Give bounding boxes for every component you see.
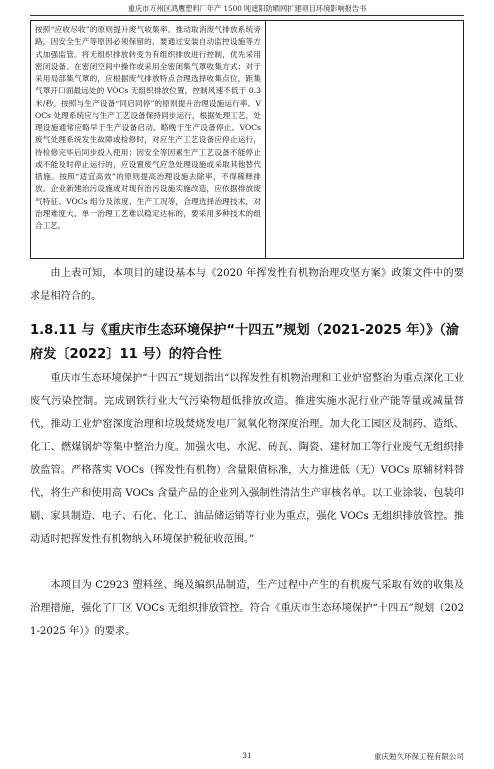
compliance-paragraph: 本项目为 C2923 塑料丝、绳及编织品制造，生产过程中产生的有机废气采取有效的收集及治理措施，强化了厂区 VOCs 无组织排放管控。符合《重庆市生态环境保护“十四五”规划（2021-2025 年）》的要求。 xyxy=(30,580,464,637)
footer-company: 重庆勉久环保工程有限公司 xyxy=(374,752,464,761)
page-header: 重庆市万州区鸿鹰塑料厂年产 1500 吨遮阳防晒网扩建项目环境影响报告书 xyxy=(30,4,464,16)
table-cell-requirement: 按照“应收尽收”的原则提升废气收集率。推动取消废气排放系统旁路，因安全生产等原因必须保留的，要通过安装自动监控设施等方式加强监管。将无组织排放转变为有组织排放进行控制，优先采用密闭设备、在密闭空间中操作或采用全密闭集气罩收集方式；对于采用局部集气罩的，应根据废气排放特点合理选择收集点位，距集气罩开口面最远处的 VOCs 无组织排放位置，控制风速不低于 0.3 米/秒。按照与生产设备“同启同停”的原则提升治理设施运行率。VOCs 处理系统应与生产工艺设备保持同步运行，根据处理工艺，处理设施通常应略早于生产设备启动、略晚于生产设备停止。VOCs 废气处理系统发生故障或检修时，对应生产工艺设备应停止运行，待检修完毕后同步投入使用；因安全等因素生产工艺设备不能停止或不能及时停止运行的，应设置废气应急处理设施或采取其他替代措施。按照“适宜高效”的原则提高治理设施去除率，不得稀释排放。企业新建治污设施或对现有治污设施实施改造，应依据排放废气特征、VOCs 组分及浓度、生产工况等，合理选择治理技术，对治理难度大、单一治理工艺难以稳定达标的，要采用多种技术的组合工艺。 xyxy=(31,21,266,258)
plan-quote-paragraph: 重庆市生态环境保护“十四五”规划指出“以挥发性有机物治理和工业炉窑整治为重点深化工业废气污染控制。完成钢铁行业大气污染物超低排放改造。推进实施水泥行业产能等量或减量替代，推动工业炉窑深度治理和垃圾焚烧发电厂氮氧化物深度治理。加大化工园区及制药、造纸、化工、燃煤锅炉等集中整治力度。加强火电、水泥、砖瓦、陶瓷、建材加工等行业废气无组织排放监管。严格落实 VOCs（挥发性有机物）含量限值标准，大力推进低（无）VOCs 原辅材料替代，将生产和使用高 VOCs 含量产品的企业列入强制性清洁生产审核名单。以工业涂装、包装印刷、家具制造、电子、石化、化工、油品储运销等行业为重点，强化 VOCs 无组织排放管控。推动适时把挥发性有机物纳入环境保护税征收范围。” xyxy=(30,373,464,545)
section-heading: 1.8.11 与《重庆市生态环境保护“十四五”规划（2021-2025 年）》（渝府发〔2022〕11 号）的符合性 xyxy=(30,323,460,362)
requirements-table xyxy=(30,20,464,259)
table-cell-empty xyxy=(266,21,463,258)
page-number: 31 xyxy=(242,751,252,760)
conclusion-paragraph: 由上表可知，本项目的建设基本与《2020 年挥发性有机物治理攻坚方案》政策文件中的要求是相符合的。 xyxy=(30,268,464,302)
